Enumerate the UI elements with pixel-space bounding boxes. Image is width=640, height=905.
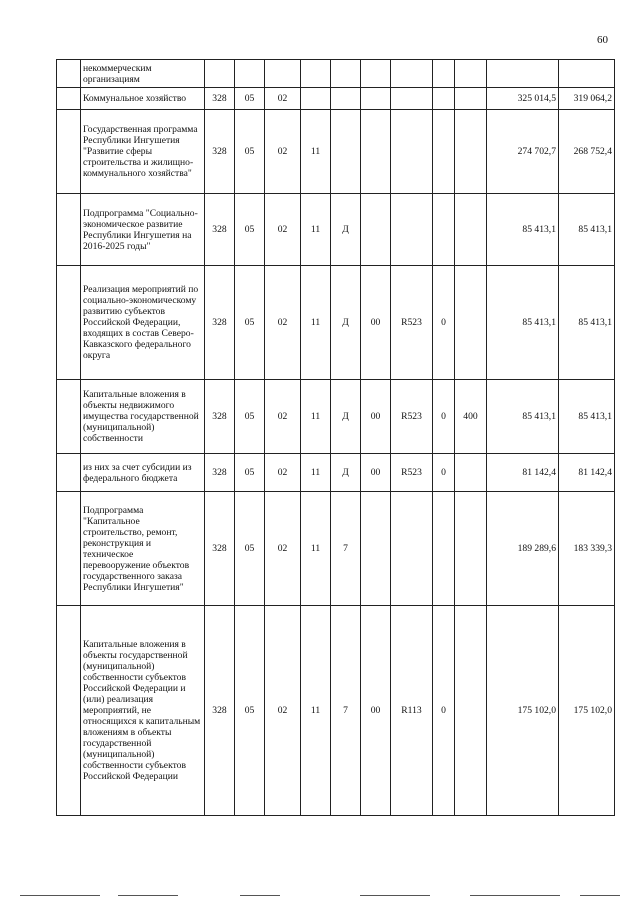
page-number: 60 (597, 34, 608, 46)
target-subprogram-cell: Д (331, 266, 361, 380)
target-subprogram-cell (331, 60, 361, 88)
amount-year1-cell: 274 702,7 (487, 110, 559, 194)
budget-table (56, 59, 615, 816)
table-row (57, 110, 615, 194)
expense-type-cell (455, 266, 487, 380)
grbs-code-cell: 328 (205, 88, 235, 110)
target-program-cell (301, 88, 331, 110)
target-program-cell: 11 (301, 606, 331, 816)
section-code-cell: 05 (235, 606, 265, 816)
item-name-cell: Подпрограмма "Социально-экономическое развитие Республики Ингушетия на 2016-2025 годы" (81, 194, 205, 266)
target-subprogram-cell (331, 110, 361, 194)
expense-type-cell (455, 492, 487, 606)
target-subprogram-cell: Д (331, 454, 361, 492)
grbs-code-cell: 328 (205, 454, 235, 492)
target-direction-cell (391, 194, 433, 266)
subsection-code-cell: 02 (265, 454, 301, 492)
expense-type-cell (455, 110, 487, 194)
section-code-cell: 05 (235, 266, 265, 380)
amount-year1-cell: 175 102,0 (487, 606, 559, 816)
amount-year1-cell: 189 289,6 (487, 492, 559, 606)
target-direction-cell (391, 88, 433, 110)
row-number-cell (57, 88, 81, 110)
item-name-cell: Государственная программа Республики Ингушетия "Развитие сферы строительства и жилищно-коммунального хозяйства" (81, 110, 205, 194)
target-suffix-cell (433, 60, 455, 88)
expense-type-cell (455, 454, 487, 492)
target-main-event-cell (361, 110, 391, 194)
target-subprogram-cell (331, 88, 361, 110)
amount-year1-cell: 85 413,1 (487, 194, 559, 266)
subsection-code-cell (265, 60, 301, 88)
target-main-event-cell (361, 88, 391, 110)
expense-type-cell (455, 60, 487, 88)
budget-table-body (57, 60, 615, 816)
subsection-code-cell: 02 (265, 266, 301, 380)
table-row (57, 454, 615, 492)
target-subprogram-cell: 7 (331, 606, 361, 816)
row-number-cell (57, 60, 81, 88)
target-direction-cell: R523 (391, 266, 433, 380)
section-code-cell: 05 (235, 454, 265, 492)
item-name-cell: Коммунальное хозяйство (81, 88, 205, 110)
target-suffix-cell (433, 492, 455, 606)
section-code-cell (235, 60, 265, 88)
subsection-code-cell: 02 (265, 492, 301, 606)
expense-type-cell (455, 194, 487, 266)
target-subprogram-cell: Д (331, 380, 361, 454)
subsection-code-cell: 02 (265, 194, 301, 266)
target-main-event-cell (361, 60, 391, 88)
row-number-cell (57, 266, 81, 380)
row-number-cell (57, 606, 81, 816)
grbs-code-cell: 328 (205, 606, 235, 816)
target-program-cell: 11 (301, 110, 331, 194)
section-code-cell: 05 (235, 110, 265, 194)
subsection-code-cell: 02 (265, 380, 301, 454)
target-program-cell (301, 60, 331, 88)
section-code-cell: 05 (235, 194, 265, 266)
target-direction-cell (391, 60, 433, 88)
target-main-event-cell (361, 194, 391, 266)
amount-year2-cell: 268 752,4 (559, 110, 615, 194)
amount-year2-cell: 175 102,0 (559, 606, 615, 816)
grbs-code-cell: 328 (205, 492, 235, 606)
target-program-cell: 11 (301, 454, 331, 492)
grbs-code-cell: 328 (205, 110, 235, 194)
table-row (57, 194, 615, 266)
amount-year1-cell: 85 413,1 (487, 380, 559, 454)
table-row (57, 380, 615, 454)
target-program-cell: 11 (301, 380, 331, 454)
target-direction-cell: R113 (391, 606, 433, 816)
table-row (57, 60, 615, 88)
amount-year1-cell: 81 142,4 (487, 454, 559, 492)
target-subprogram-cell: 7 (331, 492, 361, 606)
subsection-code-cell: 02 (265, 606, 301, 816)
target-main-event-cell: 00 (361, 606, 391, 816)
amount-year2-cell: 85 413,1 (559, 194, 615, 266)
grbs-code-cell (205, 60, 235, 88)
item-name-cell: Реализация мероприятий по социально-экономическому развитию субъектов Российской Федерации, входящих в состав Северо-Кавказского федерального округа (81, 266, 205, 380)
target-direction-cell: R523 (391, 454, 433, 492)
target-direction-cell (391, 492, 433, 606)
target-subprogram-cell: Д (331, 194, 361, 266)
row-number-cell (57, 380, 81, 454)
item-name-cell: Капитальные вложения в объекты государственной (муниципальной) собственности субъектов Российской Федерации и (или) реализация мероприятий, не относящихся к капитальным вложениям в объекты государственной (муниципальной) собственности субъектов Российской Федерации (81, 606, 205, 816)
grbs-code-cell: 328 (205, 380, 235, 454)
amount-year1-cell: 85 413,1 (487, 266, 559, 380)
scan-bottom-marks (0, 893, 640, 899)
target-suffix-cell (433, 88, 455, 110)
row-number-cell (57, 454, 81, 492)
subsection-code-cell: 02 (265, 110, 301, 194)
target-program-cell: 11 (301, 492, 331, 606)
row-number-cell (57, 194, 81, 266)
amount-year2-cell: 85 413,1 (559, 266, 615, 380)
expense-type-cell (455, 606, 487, 816)
target-program-cell: 11 (301, 266, 331, 380)
grbs-code-cell: 328 (205, 194, 235, 266)
target-direction-cell (391, 110, 433, 194)
target-main-event-cell: 00 (361, 266, 391, 380)
amount-year2-cell: 183 339,3 (559, 492, 615, 606)
target-suffix-cell: 0 (433, 380, 455, 454)
target-main-event-cell (361, 492, 391, 606)
subsection-code-cell: 02 (265, 88, 301, 110)
target-suffix-cell: 0 (433, 266, 455, 380)
expense-type-cell: 400 (455, 380, 487, 454)
target-suffix-cell: 0 (433, 606, 455, 816)
target-program-cell: 11 (301, 194, 331, 266)
item-name-cell: из них за счет субсидии из федерального бюджета (81, 454, 205, 492)
amount-year1-cell (487, 60, 559, 88)
target-suffix-cell: 0 (433, 454, 455, 492)
section-code-cell: 05 (235, 88, 265, 110)
section-code-cell: 05 (235, 492, 265, 606)
table-row (57, 88, 615, 110)
amount-year2-cell: 85 413,1 (559, 380, 615, 454)
row-number-cell (57, 110, 81, 194)
row-number-cell (57, 492, 81, 606)
amount-year1-cell: 325 014,5 (487, 88, 559, 110)
target-main-event-cell: 00 (361, 454, 391, 492)
target-suffix-cell (433, 110, 455, 194)
grbs-code-cell: 328 (205, 266, 235, 380)
target-direction-cell: R523 (391, 380, 433, 454)
target-main-event-cell: 00 (361, 380, 391, 454)
expense-type-cell (455, 88, 487, 110)
target-suffix-cell (433, 194, 455, 266)
amount-year2-cell: 81 142,4 (559, 454, 615, 492)
item-name-cell: некоммерческим организациям (81, 60, 205, 88)
item-name-cell: Подпрограмма "Капитальное строительство, ремонт, реконструкция и техническое перевооружение объектов государственного заказа Республики Ингушетия" (81, 492, 205, 606)
item-name-cell: Капитальные вложения в объекты недвижимого имущества государственной (муниципальной) собственности (81, 380, 205, 454)
amount-year2-cell: 319 064,2 (559, 88, 615, 110)
table-row (57, 606, 615, 816)
table-row (57, 266, 615, 380)
section-code-cell: 05 (235, 380, 265, 454)
table-row (57, 492, 615, 606)
amount-year2-cell (559, 60, 615, 88)
